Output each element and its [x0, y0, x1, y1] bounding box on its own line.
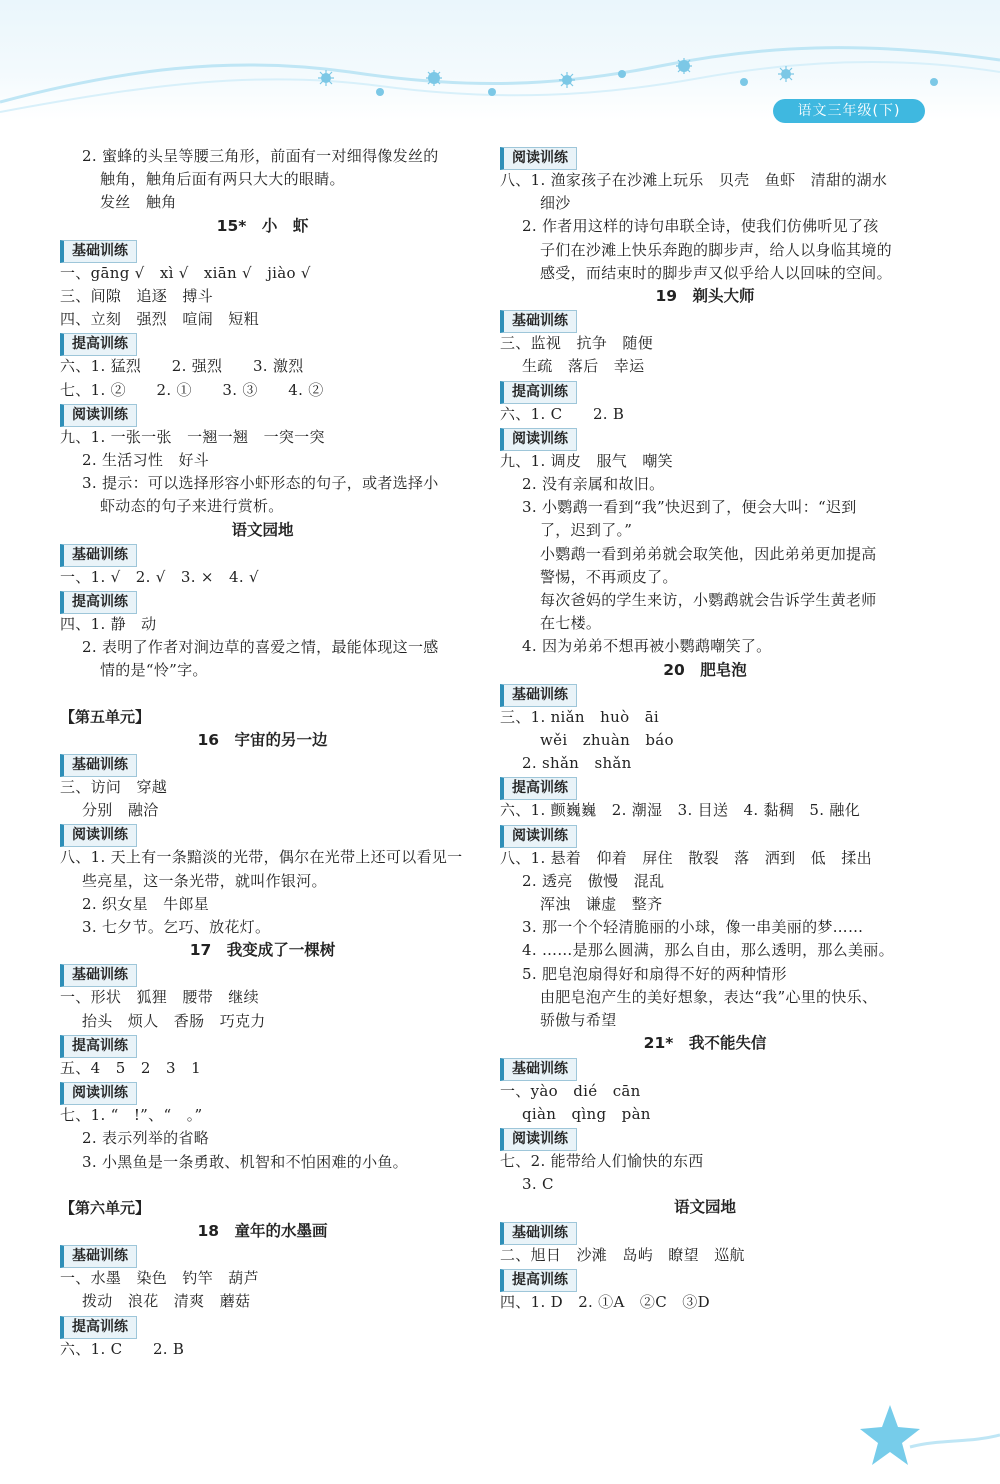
answer-line: 些亮星，这一条光带，就叫作银河。 [82, 871, 327, 890]
section-label [500, 380, 910, 402]
answer-line: 3. 那一个个轻清脆丽的小球，像一串美丽的梦…… [522, 918, 864, 937]
section-label [60, 239, 465, 261]
answer-line: 九、1. 调皮 服气 嘲笑 [500, 451, 673, 470]
answer-line: 四、1. D 2. ①A ②C ③D [500, 1292, 710, 1311]
answer-line: 三、访问 穿越 [60, 778, 168, 797]
unit-heading: 【第五单元】 [60, 707, 151, 726]
answer-line: 八、1. 天上有一条黯淡的光带，偶尔在光带上还可以看见一 [60, 848, 463, 867]
answer-line: 发丝 触角 [100, 193, 177, 212]
answer-line: 警惕，不再顽皮了。 [540, 567, 678, 586]
answer-line: 六、1. 颤巍巍 2. 潮湿 3. 目送 4. 黏稠 5. 融化 [500, 801, 860, 820]
section-label-text: 阅读训练 [500, 147, 577, 170]
lesson-title: 17 我变成了一棵树 [189, 941, 336, 960]
answer-line: 2. 织女星 牛郎星 [82, 894, 210, 913]
answer-line: 七、2. 能带给人们愉快的东西 [500, 1151, 704, 1170]
section-label-text: 提高训练 [500, 777, 577, 800]
answer-line: 2. 生活习性 好斗 [82, 451, 210, 470]
answer-line: 2. 表明了作者对涧边草的喜爱之情，最能体现这一感 [82, 638, 439, 657]
section-label [60, 963, 465, 985]
section-label [500, 1268, 910, 1290]
section-label-text: 阅读训练 [60, 824, 137, 847]
answer-line: 3. 小黑鱼是一条勇敢、机智和不怕困难的小鱼。 [82, 1152, 408, 1171]
lesson-title: 21* 我不能失信 [643, 1034, 767, 1053]
answer-line: 生疏 落后 幸运 [522, 357, 645, 376]
section-label [500, 1127, 910, 1149]
answer-line: 虾动态的句子来进行赏析。 [100, 497, 284, 516]
lesson-title: 语文园地 [673, 1198, 736, 1217]
section-label-text: 基础训练 [500, 310, 577, 333]
section-label-text: 基础训练 [60, 754, 137, 777]
answer-line: 一、1. √ 2. √ 3. × 4. √ [60, 567, 259, 586]
answer-line: 九、1. 一张一张 一翘一翘 一突一突 [60, 427, 325, 446]
answer-line: 三、监视 抗争 随便 [500, 334, 654, 353]
answer-line: 由肥皂泡产生的美好想象，表达“我”心里的快乐、 [540, 987, 878, 1006]
answer-line: 四、1. 静 动 [60, 615, 157, 634]
answer-line: 七、1. ② 2. ① 3. ③ 4. ② [60, 380, 324, 399]
section-label [60, 1315, 465, 1337]
answer-line: qiàn qìng pàn [522, 1104, 651, 1123]
section-label-text: 阅读训练 [500, 825, 577, 848]
answer-line: 3. 提示：可以选择形容小虾形态的句子，或者选择小 [82, 474, 439, 493]
section-label-text: 提高训练 [60, 1316, 137, 1339]
lesson-title: 19 剃头大师 [655, 287, 755, 306]
answer-line: 五、4 5 2 3 1 [60, 1058, 202, 1077]
lesson-title: 18 童年的水墨画 [197, 1221, 328, 1240]
answer-line: 3. 小鹦鹉一看到“我”快迟到了，便会大叫：“迟到 [522, 498, 857, 517]
section-label-text: 基础训练 [500, 1222, 577, 1245]
section-label [60, 403, 465, 425]
answer-line: 拨动 浪花 清爽 蘑菇 [82, 1292, 251, 1311]
section-label-text: 基础训练 [500, 684, 577, 707]
lesson-title: 16 宇宙的另一边 [197, 730, 328, 749]
answer-line: 触角，触角后面有两只大大的眼睛。 [100, 170, 345, 189]
right-column [500, 145, 910, 1314]
answer-line: 3. 七夕节。乞巧、放花灯。 [82, 918, 271, 937]
answer-line: 感受，而结束时的脚步声又似乎给人以回味的空间。 [540, 263, 892, 282]
answer-line: 四、立刻 强烈 喧闹 短粗 [60, 310, 259, 329]
answer-line: 八、1. 悬着 仰着 屏住 散裂 落 洒到 低 揉出 [500, 848, 872, 867]
section-label [60, 590, 465, 612]
answer-line: 二、旭日 沙滩 岛屿 瞭望 巡航 [500, 1245, 745, 1264]
answer-line: 2. 作者用这样的诗句串联全诗，使我们仿佛听见了孩 [522, 217, 879, 236]
lesson-title: 15* 小 虾 [216, 216, 309, 235]
answer-line: 在七楼。 [540, 614, 602, 633]
answer-line: 八、1. 渔家孩子在沙滩上玩乐 贝壳 鱼虾 清甜的湖水 [500, 171, 888, 189]
grade-tag: 语文三年级(下) [773, 99, 925, 123]
section-label [500, 146, 910, 168]
section-label [60, 1034, 465, 1056]
answer-line: 一、形状 狐狸 腰带 继续 [60, 988, 259, 1007]
section-label-text: 阅读训练 [500, 1128, 577, 1151]
section-label [60, 1081, 465, 1103]
answer-line: 一、yào dié cān [500, 1081, 641, 1100]
section-label [500, 1057, 910, 1079]
section-label [500, 1221, 910, 1243]
answer-line: 六、1. C 2. B [60, 1339, 185, 1358]
section-label-text: 基础训练 [60, 240, 137, 263]
spacer [60, 1174, 465, 1197]
answer-line: 5. 肥皂泡扇得好和扇得不好的两种情形 [522, 964, 787, 983]
section-label-text: 阅读训练 [500, 428, 577, 451]
lesson-title: 20 肥皂泡 [663, 660, 747, 679]
section-label [500, 309, 910, 331]
answer-line: 4. 因为弟弟不想再被小鹦鹉嘲笑了。 [522, 637, 772, 656]
answer-line: wěi zhuàn báo [540, 731, 674, 750]
answer-line: 小鹦鹉一看到弟弟就会取笑他，因此弟弟更加提高 [540, 544, 877, 563]
left-column [60, 145, 465, 1361]
answer-line: 三、1. niǎn huò āi [500, 707, 660, 726]
answer-line: 2. 没有亲属和故旧。 [522, 475, 665, 494]
answer-line: 每次爸妈的学生来访，小鹦鹉就会告诉学生黄老师 [540, 591, 877, 610]
section-label-text: 阅读训练 [60, 404, 137, 427]
section-label-text: 基础训练 [60, 964, 137, 987]
section-label-text: 基础训练 [500, 1058, 577, 1081]
section-label-text: 提高训练 [500, 381, 577, 404]
answer-line: 一、gāng √ xì √ xiān √ jiào √ [60, 263, 311, 282]
section-label [60, 332, 465, 354]
answer-line: 三、间隙 追逐 搏斗 [60, 287, 214, 306]
answer-line: 了，迟到了。” [540, 521, 633, 540]
answer-line: 一、水墨 染色 钓竿 葫芦 [60, 1269, 259, 1288]
answer-line: 2. 蜜蜂的头呈等腰三角形，前面有一对细得像发丝的 [82, 147, 439, 165]
answer-line: 4. ……是那么圆满，那么自由，那么透明，那么美丽。 [522, 941, 894, 960]
spacer [60, 683, 465, 706]
answer-line: 分别 融洽 [82, 801, 159, 820]
section-label [500, 776, 910, 798]
section-label [500, 683, 910, 705]
answer-line: 子们在沙滩上快乐奔跑的脚步声，给人以身临其境的 [540, 240, 892, 259]
section-label-text: 基础训练 [60, 1245, 137, 1268]
section-label-text: 提高训练 [60, 1035, 137, 1058]
answer-line: 细沙 [540, 194, 571, 213]
lesson-title: 语文园地 [231, 520, 294, 539]
section-label [500, 824, 910, 846]
answer-line: 六、1. C 2. B [500, 404, 625, 423]
section-label [500, 427, 910, 449]
section-label-text: 基础训练 [60, 544, 137, 567]
section-label [60, 823, 465, 845]
answer-line: 情的是“怜”字。 [100, 661, 208, 680]
answer-line: 2. shǎn shǎn [522, 754, 632, 773]
section-label [60, 753, 465, 775]
unit-heading: 【第六单元】 [60, 1198, 151, 1217]
answer-line: 抬头 烦人 香肠 巧克力 [82, 1011, 266, 1030]
section-label-text: 提高训练 [500, 1269, 577, 1292]
answer-line: 骄傲与希望 [540, 1011, 617, 1030]
section-label-text: 提高训练 [60, 591, 137, 614]
answer-line: 3. C [522, 1175, 554, 1194]
section-label [60, 1244, 465, 1266]
answer-line: 浑浊 谦虚 整齐 [540, 895, 663, 914]
answer-line: 2. 表示列举的省略 [82, 1129, 210, 1148]
section-label-text: 阅读训练 [60, 1082, 137, 1105]
footer-star-decoration [860, 1395, 1000, 1475]
answer-line: 六、1. 猛烈 2. 强烈 3. 激烈 [60, 357, 304, 376]
answer-line: 2. 透亮 傲慢 混乱 [522, 871, 665, 890]
section-label-text: 提高训练 [60, 333, 137, 356]
answer-line: 七、1. “ !”、“ 。” [60, 1106, 203, 1125]
section-label [60, 543, 465, 565]
